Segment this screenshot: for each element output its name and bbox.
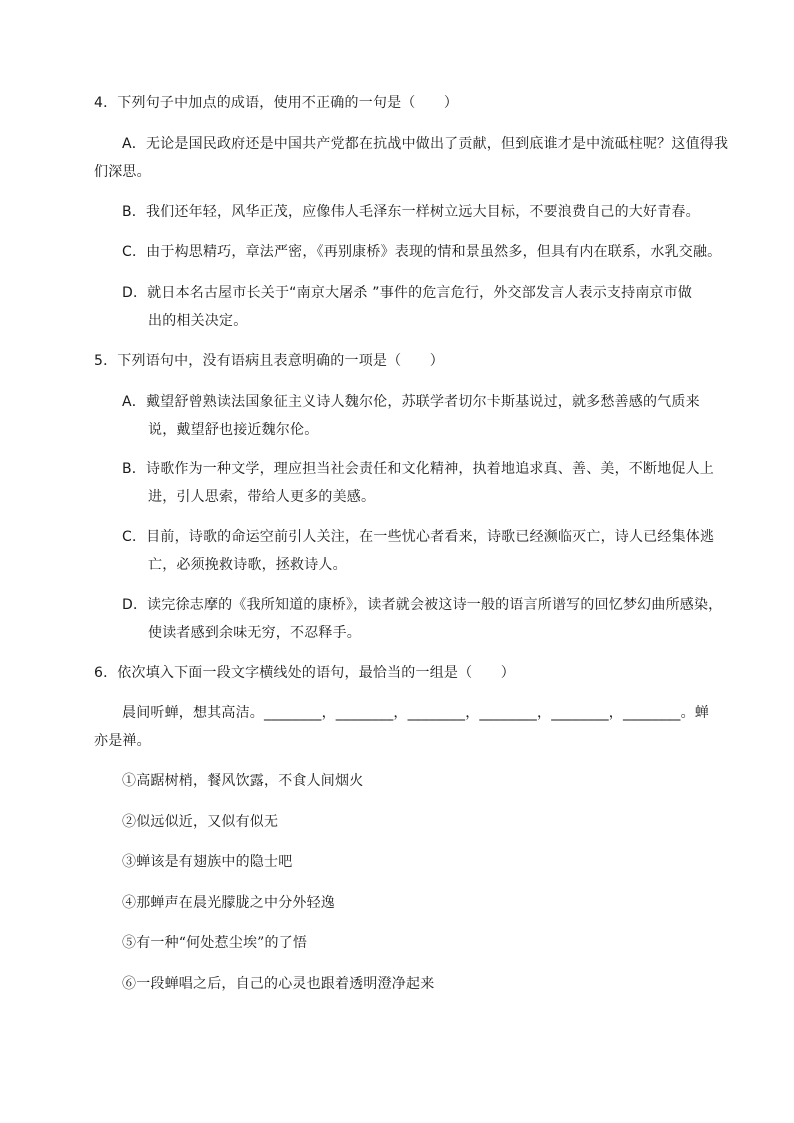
- q4-stem: 4．下列句子中加点的成语，使用不正确的一句是（ ）: [94, 95, 459, 111]
- q4-option-a: A．无论是国民政府还是中国共产党都在抗战中做出了贡献，但到底谁才是中流砥柱呢？这值得我: [122, 136, 729, 152]
- q5-option-c-cont: 亡，必须挽救诗歌，拯救诗人。: [148, 557, 347, 573]
- q6-passage-cont: 亦是禅。: [94, 733, 151, 749]
- q5-option-a-cont: 说，戴望舒也接近魏尔伦。: [148, 422, 319, 438]
- q6-item-4: ④那蝉声在晨光朦胧之中分外轻逸: [122, 895, 335, 911]
- q6-item-6: ⑥一段蝉唱之后，自己的心灵也跟着透明澄净起来: [122, 976, 435, 992]
- q4-option-d-cont: 出的相关决定。: [148, 313, 248, 329]
- q5-option-d-cont: 使读者感到余味无穷，不忍释手。: [148, 625, 361, 641]
- q5-option-b: B．诗歌作为一种文学，理应担当社会责任和文化精神，执着地追求真、善、美，不断地促人上: [122, 461, 715, 477]
- q6-stem: 6．依次填入下面一段文字横线处的语句，最恰当的一组是（ ）: [94, 665, 515, 681]
- q5-option-d: D．读完徐志摩的《我所知道的康桥》，读者就会被这诗一般的语言所谱写的回忆梦幻曲所感染，: [122, 597, 723, 613]
- q6-item-5: ⑤有一种“何处惹尘埃”的了悟: [122, 935, 308, 951]
- q4-option-d: D．就日本名古屋市长关于“南京大屠杀 ”事件的危言危行，外交部发言人表示支持南京市做: [122, 285, 693, 301]
- q6-item-2: ②似远似近，又似有似无: [122, 814, 279, 830]
- q5-stem: 5．下列语句中，没有语病且表意明确的一项是（ ）: [94, 353, 444, 369]
- q4-option-b: B．我们还年轻，风华正茂，应像伟人毛泽东一样树立远大目标，不要浪费自己的大好青春。: [122, 204, 700, 220]
- q5-option-c: C．目前，诗歌的命运空前引人关注，在一些忧心者看来，诗歌已经濒临灭亡，诗人已经集体逃: [122, 529, 715, 545]
- q6-passage: 晨间听蝉，想其高洁。________，________，________，________，________，________。蝉: [122, 705, 709, 721]
- q6-item-3: ③蝉该是有翅族中的隐士吧: [122, 854, 293, 870]
- q4-option-a-cont: 们深思。: [94, 164, 151, 180]
- q5-option-a: A．戴望舒曾熟读法国象征主义诗人魏尔伦，苏联学者切尔卡斯基说过，就多愁善感的气质来: [122, 394, 700, 410]
- q5-option-b-cont: 进，引人思索，带给人更多的美感。: [148, 489, 376, 505]
- q4-option-c: C．由于构思精巧，章法严密，《再别康桥》表现的情和景虽然多，但具有内在联系，水乳交融。: [122, 244, 722, 260]
- q6-item-1: ①高踞树梢，餐风饮露，不食人间烟火: [122, 773, 364, 789]
